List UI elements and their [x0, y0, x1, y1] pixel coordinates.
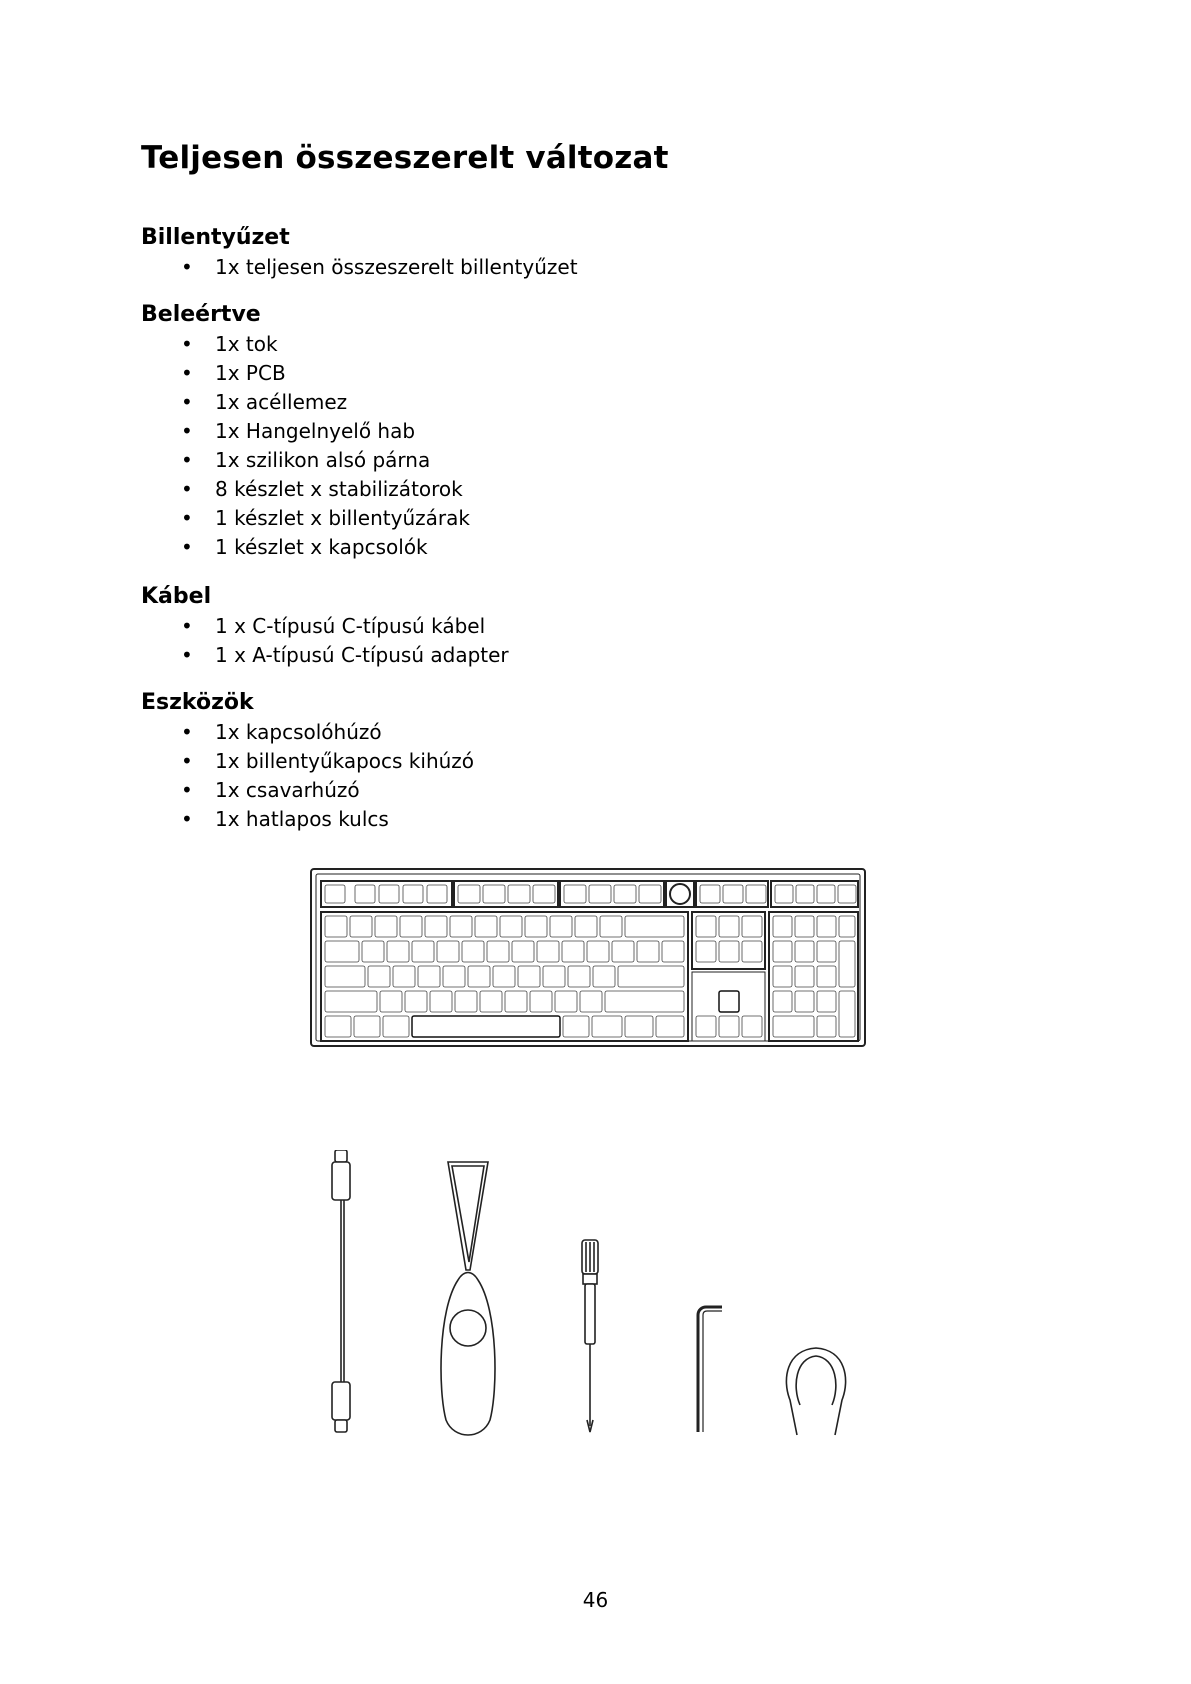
list-item	[141, 253, 578, 282]
screwdriver-icon	[582, 1240, 598, 1432]
list-item	[141, 504, 470, 533]
bullet-icon: •	[181, 390, 193, 414]
bullet-icon: •	[181, 419, 193, 443]
section-heading: Beleértve	[141, 302, 261, 327]
list-item	[141, 641, 509, 670]
list-item	[141, 776, 474, 805]
section-cable	[141, 582, 509, 670]
list-item	[141, 359, 470, 388]
list-item-text: 1x Hangelnyelő hab	[215, 419, 416, 443]
item-list	[141, 612, 509, 670]
bullet-icon: •	[181, 778, 193, 802]
list-item-text: 1x hatlapos kulcs	[215, 807, 389, 831]
item-list	[141, 718, 474, 834]
bullet-icon: •	[181, 535, 193, 559]
list-item	[141, 805, 474, 834]
section-tools	[141, 688, 474, 834]
bullet-icon: •	[181, 643, 193, 667]
list-item-text: 1x teljesen összeszerelt billentyűzet	[215, 255, 578, 279]
list-item-text: 1 készlet x billentyűzárak	[215, 506, 470, 530]
bullet-icon: •	[181, 448, 193, 472]
list-item-text: 1x billentyűkapocs kihúzó	[215, 749, 475, 773]
list-item	[141, 747, 474, 776]
list-item	[141, 330, 470, 359]
section-heading: Billentyűzet	[141, 225, 290, 250]
list-item-text: 1x tok	[215, 332, 278, 356]
bullet-icon: •	[181, 332, 193, 356]
list-item-text: 1x acéllemez	[215, 390, 348, 414]
list-item	[141, 533, 470, 562]
keycap-puller-icon	[441, 1162, 495, 1435]
bullet-icon: •	[181, 361, 193, 385]
bullet-icon: •	[181, 506, 193, 530]
page-number: 46	[582, 1588, 609, 1612]
bullet-icon: •	[181, 255, 193, 279]
list-item-text: 1 készlet x kapcsolók	[215, 535, 428, 559]
bullet-icon: •	[181, 807, 193, 831]
section-included	[141, 300, 470, 562]
section-keyboard	[141, 223, 578, 282]
list-item	[141, 718, 474, 747]
list-item-text: 1x csavarhúzó	[215, 778, 360, 802]
switch-puller-icon	[786, 1348, 845, 1435]
item-list	[141, 253, 578, 282]
list-item-text: 8 készlet x stabilizátorok	[215, 477, 463, 501]
bullet-icon: •	[181, 749, 193, 773]
list-item	[141, 446, 470, 475]
list-item	[141, 417, 470, 446]
item-list	[141, 330, 470, 562]
usb-c-cable-icon	[332, 1150, 350, 1432]
hex-key-icon	[698, 1307, 722, 1432]
list-item	[141, 612, 509, 641]
list-item-text: 1 x C-típusú C-típusú kábel	[215, 614, 486, 638]
list-item	[141, 475, 470, 504]
tools-illustration	[320, 1150, 880, 1450]
page-title: Teljesen összeszerelt változat	[141, 140, 669, 176]
bullet-icon: •	[181, 720, 193, 744]
list-item	[141, 388, 470, 417]
list-item-text: 1x kapcsolóhúzó	[215, 720, 382, 744]
section-heading: Eszközök	[141, 690, 254, 715]
list-item-text: 1x szilikon alsó párna	[215, 448, 431, 472]
keyboard-illustration	[310, 868, 866, 1048]
list-item-text: 1x PCB	[215, 361, 286, 385]
bullet-icon: •	[181, 614, 193, 638]
bullet-icon: •	[181, 477, 193, 501]
section-heading: Kábel	[141, 584, 212, 609]
list-item-text: 1 x A-típusú C-típusú adapter	[215, 643, 509, 667]
